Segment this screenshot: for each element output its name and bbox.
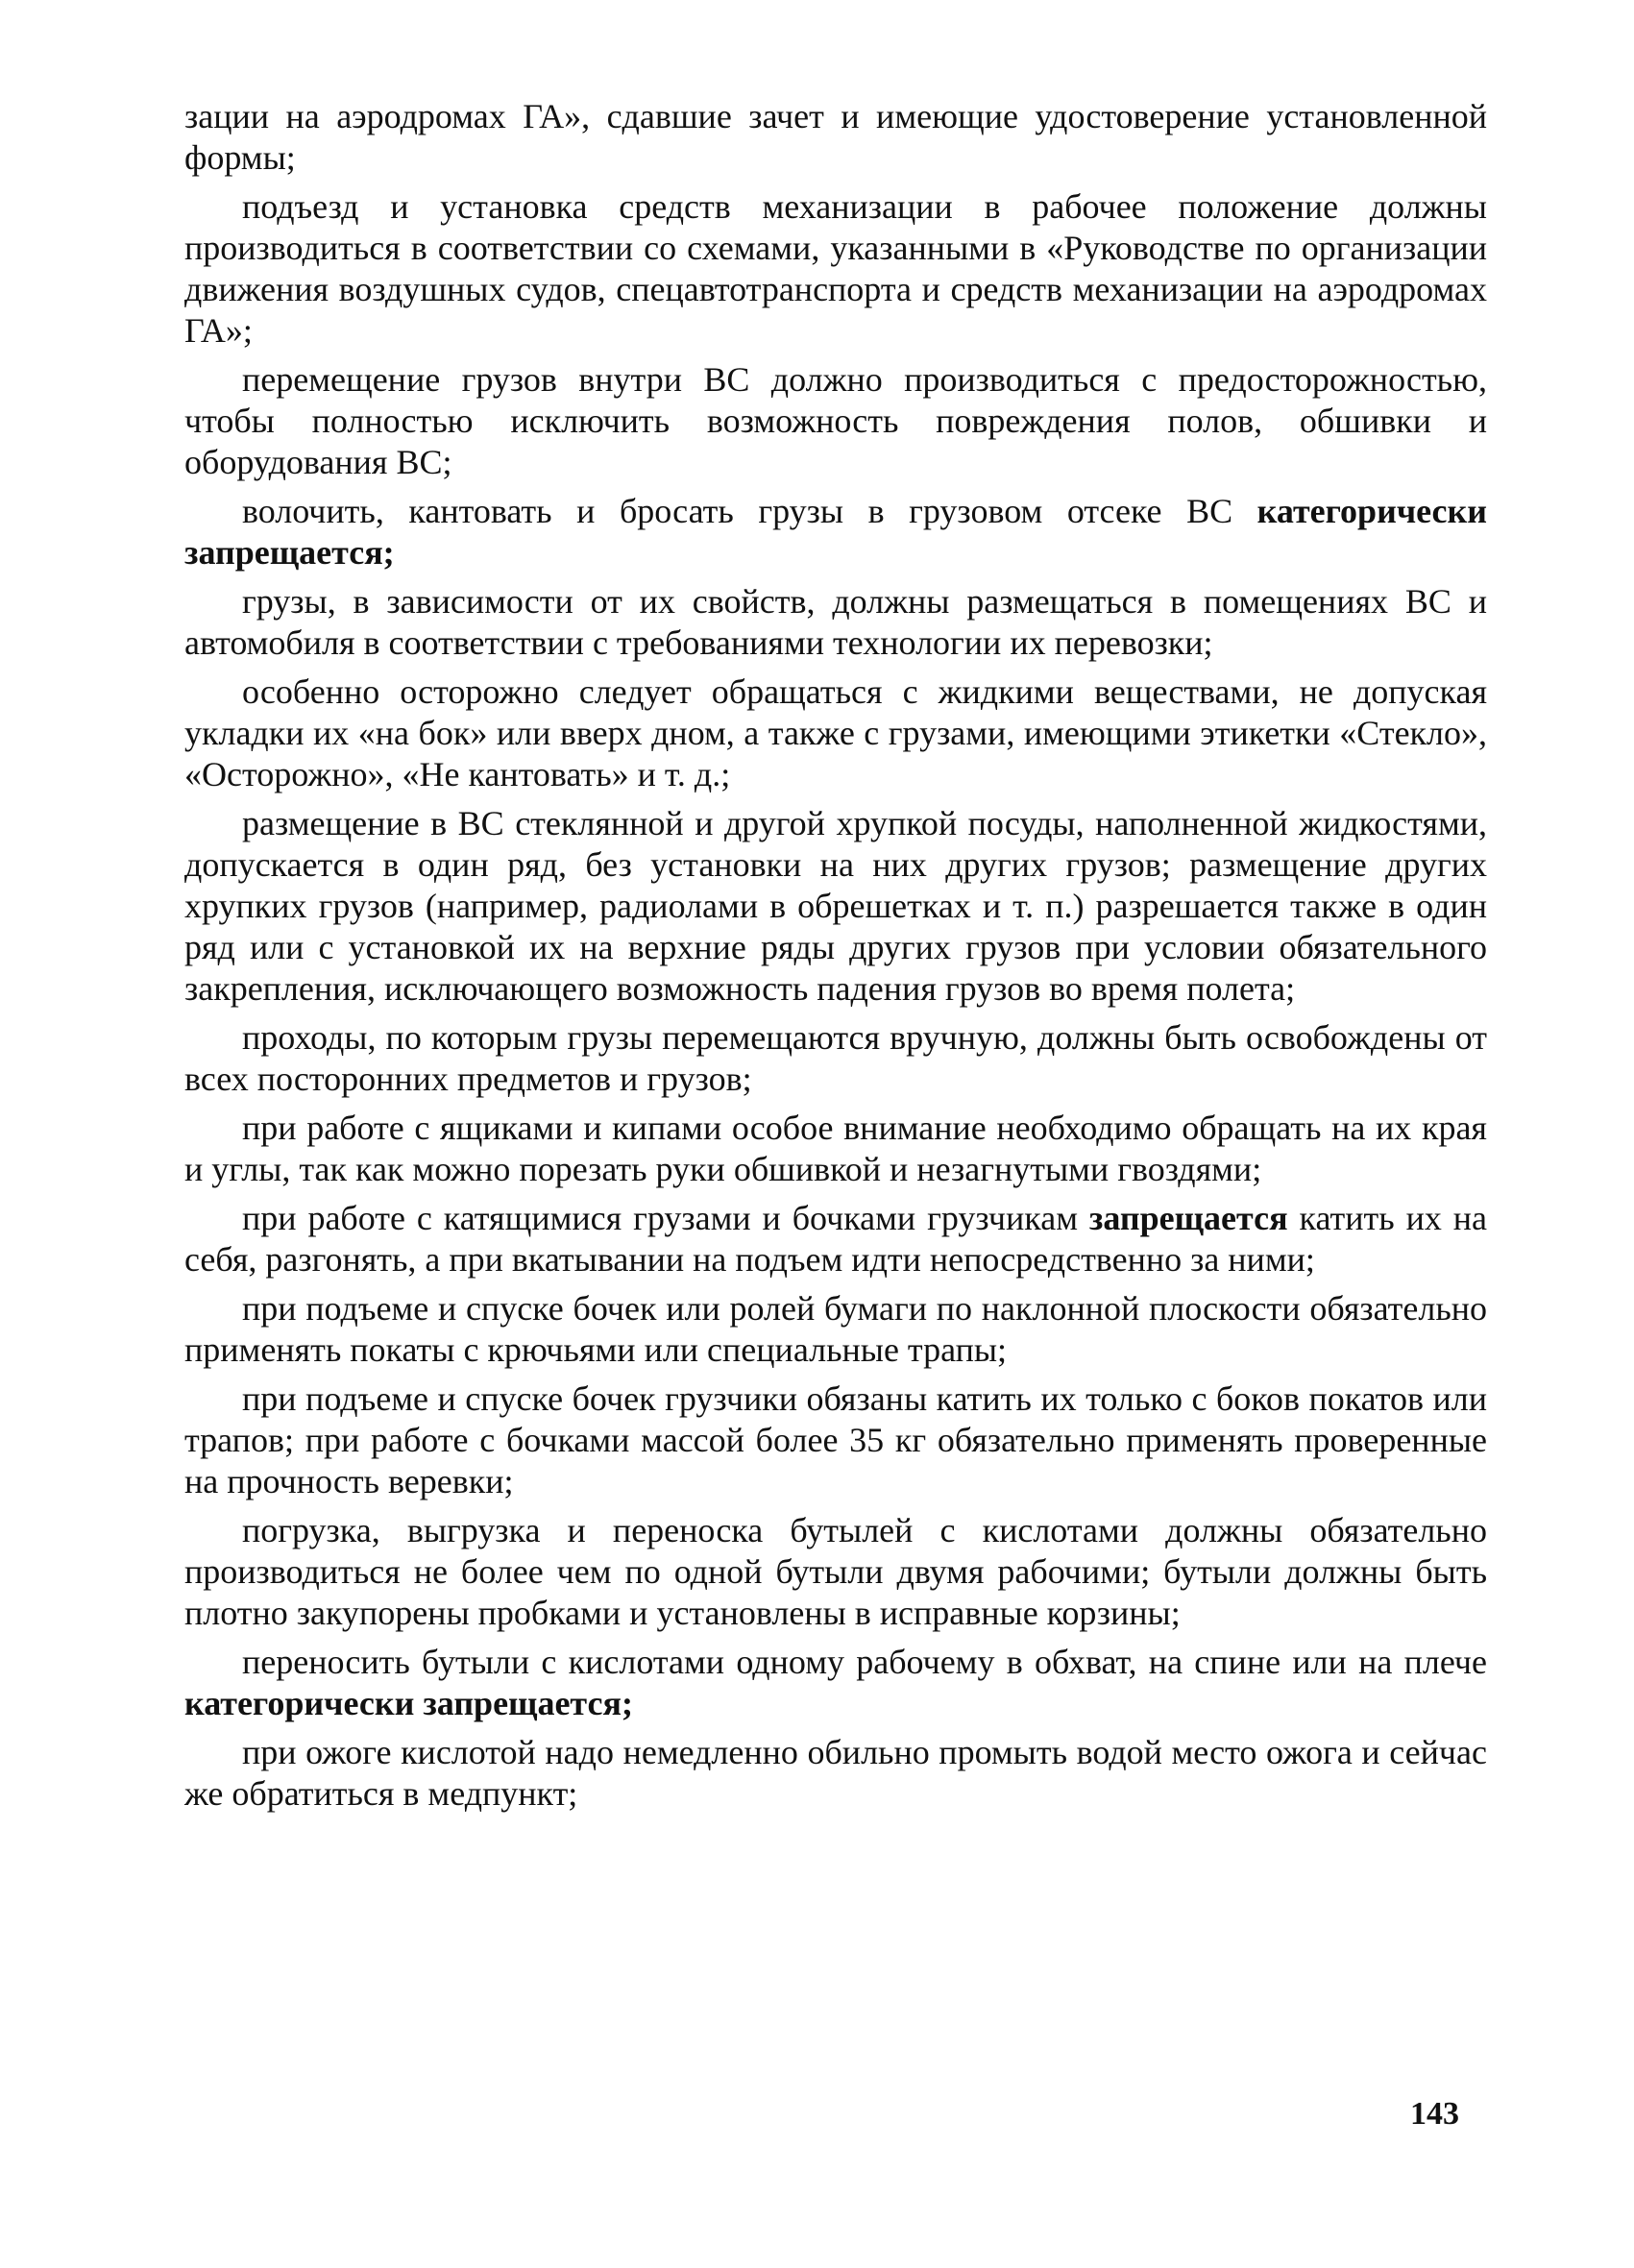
paragraph-10 [184, 1198, 1487, 1280]
paragraph-2 [184, 186, 1487, 352]
paragraph-15 [184, 1732, 1487, 1815]
paragraph-text: погрузка, выгрузка и переноска бутылей с кислотами должны обязательно производиться не более чем по одной бутыли двумя рабочими; бутыли должны быть плотно закупорены пробками и установлены в исправные корзины; [184, 1511, 1487, 1632]
emphasis-text: категорически запрещается; [184, 1684, 633, 1722]
paragraph-text: особенно осторожно следует обращаться с жидкими веществами, не допуская укладки их «на бок» или вверх дном, а также с грузами, имеющими этикетки «Стекло», «Осторожно», «Не кантовать» и т. д.; [184, 672, 1487, 793]
paragraph-text: переносить бутыли с кислотами одному рабочему в обхват, на спине или на плече [242, 1643, 1487, 1681]
paragraph-13 [184, 1510, 1487, 1634]
paragraph-text: размещение в ВС стеклянной и другой хрупкой посуды, наполненной жидкостями, допускается в один ряд, без установки на них других грузов; размещение других хрупких грузов (например, радиолами в обрешетках и т. п.) разрешается также в один ряд или с установкой их на верхние ряды других грузов при условии обязательного закрепления, исключающего возможность падения грузов во время полета; [184, 804, 1487, 1008]
paragraph-text: проходы, по которым грузы перемещаются вручную, должны быть освобождены от всех посторонних предметов и грузов; [184, 1018, 1487, 1098]
paragraph-text: при подъеме и спуске бочек или ролей бумаги по наклонной плоскости обязательно применять покаты с крючьями или специальные трапы; [184, 1289, 1487, 1369]
paragraph-text: при ожоге кислотой надо немедленно обильно промыть водой место ожога и сейчас же обратиться в медпункт; [184, 1733, 1487, 1813]
paragraph-6 [184, 671, 1487, 795]
page-number: 143 [1410, 2096, 1459, 2132]
paragraph-12 [184, 1378, 1487, 1502]
paragraph-text: волочить, кантовать и бросать грузы в грузовом отсеке ВС [242, 492, 1257, 530]
paragraph-14 [184, 1642, 1487, 1724]
paragraph-3 [184, 359, 1487, 483]
paragraph-7 [184, 803, 1487, 1010]
paragraph-8 [184, 1017, 1487, 1100]
paragraph-text: перемещение грузов внутри ВС должно производиться с предосторожностью, чтобы полностью исключить возможность повреждения полов, обшивки и оборудования ВС; [184, 360, 1487, 481]
emphasis-text: запрещается [1088, 1199, 1288, 1237]
paragraph-1 [184, 96, 1487, 179]
paragraph-5 [184, 581, 1487, 664]
paragraph-text: грузы, в зависимости от их свойств, должны размещаться в помещениях ВС и автомобиля в соответствии с требованиями технологии их перевозки; [184, 582, 1487, 662]
paragraph-11 [184, 1288, 1487, 1371]
paragraph-text: при работе с катящимися грузами и бочками грузчикам [242, 1199, 1089, 1237]
emphasis-text: категорически запрещается; [184, 492, 1487, 572]
paragraph-9 [184, 1108, 1487, 1190]
body-text [184, 96, 1487, 1822]
paragraph-text: зации на аэродромах ГА», сдавшие зачет и имеющие удостоверение установленной формы; [184, 97, 1487, 177]
paragraph-text: катить их на себя, разгонять, а при вкатывании на подъем идти непосредственно за ними; [184, 1199, 1487, 1279]
paragraph-text: при работе с ящиками и кипами особое внимание необходимо обращать на их края и углы, так как можно порезать руки обшивкой и незагнутыми гвоздями; [184, 1109, 1487, 1188]
paragraph-text: подъезд и установка средств механизации в рабочее положение должны производиться в соответствии со схемами, указанными в «Руководстве по организации движения воздушных судов, спецавтотранспорта и средств механизации на аэродромах ГА»; [184, 187, 1487, 350]
paragraph-text: при подъеме и спуске бочек грузчики обязаны катить их только с боков покатов или трапов; при работе с бочками массой более 35 кг обязательно применять проверенные на прочность веревки; [184, 1379, 1487, 1500]
paragraph-4 [184, 491, 1487, 573]
